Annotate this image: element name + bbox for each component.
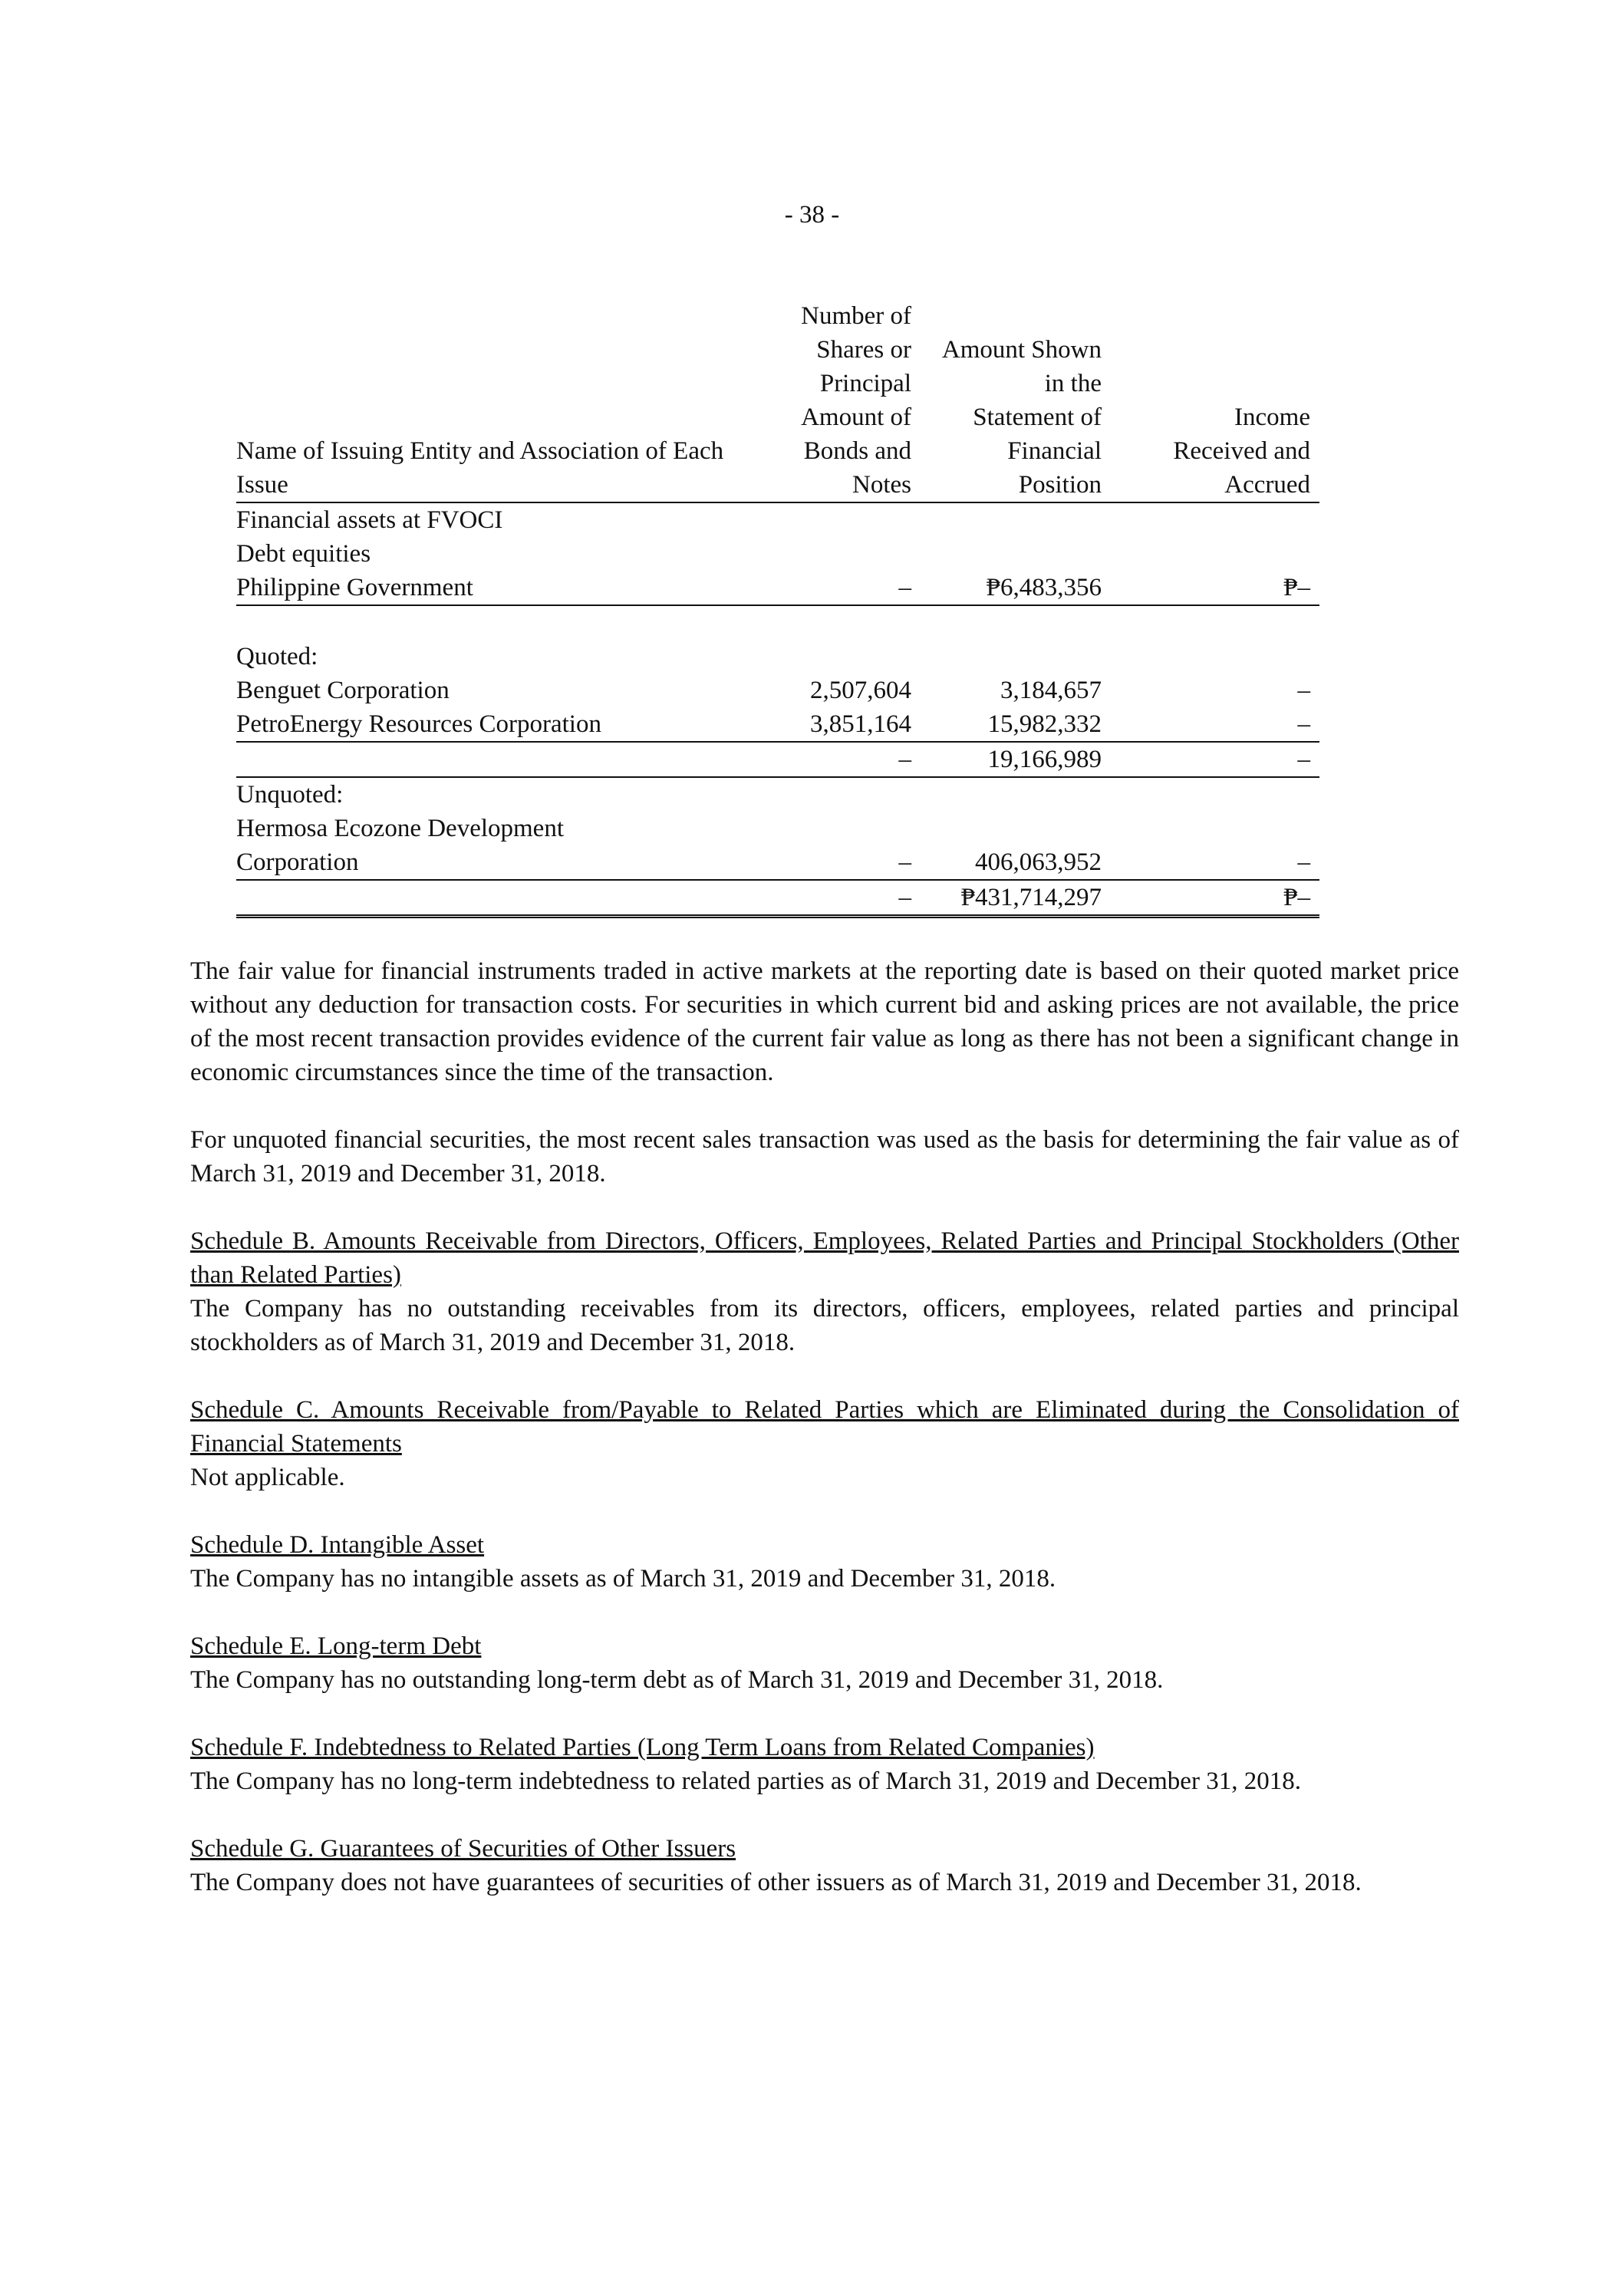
- row-income: ₱–: [1111, 880, 1319, 917]
- schedule-f: [190, 1731, 1459, 1798]
- row-shares: 3,851,164: [752, 707, 921, 742]
- total-blank: [236, 880, 752, 917]
- schedule-c-title: Schedule C. Amounts Receivable from/Payable to Related Parties which are Eliminated during the Consolidation of Financial Statements: [190, 1396, 1459, 1458]
- subtotal-blank: [236, 742, 752, 777]
- table-row-subtotal: [236, 742, 1319, 777]
- body-text: [190, 954, 1459, 1933]
- schedule-f-text: The Company has no long-term indebtedness to related parties as of March 31, 2019 and December 31, 2018.: [190, 1767, 1301, 1795]
- row-amount: 15,982,332: [921, 707, 1111, 742]
- schedule-e-title: Schedule E. Long-term Debt: [190, 1632, 482, 1660]
- schedule-g-title: Schedule G. Guarantees of Securities of Other Issuers: [190, 1835, 736, 1863]
- table-row: [236, 777, 1319, 812]
- table-row: [236, 812, 1319, 845]
- table-row: [236, 640, 1319, 674]
- row-income: –: [1111, 707, 1319, 742]
- table-row-total: [236, 880, 1319, 917]
- header-amount-shown: Amount Shown in the Statement of Financial Position: [921, 299, 1111, 502]
- table-header-row: [236, 299, 1319, 502]
- row-amount: 3,184,657: [1000, 677, 1102, 704]
- unquoted-label: Unquoted:: [236, 781, 344, 809]
- table-row: [236, 571, 1319, 605]
- row-name-benguet: Benguet Corporation: [236, 677, 450, 704]
- row-income: –: [1111, 742, 1319, 777]
- row-amount: 406,063,952: [921, 845, 1111, 880]
- row-income: ₱–: [1111, 571, 1319, 605]
- financial-assets-table: [236, 299, 1319, 918]
- table-row: [236, 674, 1319, 707]
- schedule-d: [190, 1528, 1459, 1596]
- row-amount: ₱431,714,297: [921, 880, 1111, 917]
- row-shares: –: [752, 845, 921, 880]
- fair-value-paragraph: The fair value for financial instruments traded in active markets at the reporting date is based on their quoted market price without any deduction for transaction costs. For securities in which current bid and asking prices are not available, the price of the most recent transaction provides evidence of the current fair value as long as there has not been a significant change in economic circumstances since the time of the transaction.: [190, 957, 1459, 1086]
- row-name-hermosa-line2: Corporation: [236, 845, 752, 880]
- header-issuing-entity: Name of Issuing Entity and Association of Each Issue: [236, 299, 752, 502]
- schedule-e: [190, 1629, 1459, 1697]
- row-name-hermosa-line1: Hermosa Ecozone Development: [236, 815, 565, 842]
- schedule-g-text: The Company does not have guarantees of securities of other issuers as of March 31, 2019 and December 31, 2018.: [190, 1869, 1362, 1896]
- table-row: [236, 502, 1319, 537]
- schedule-b: [190, 1224, 1459, 1359]
- header-income-received: Income Received and Accrued: [1111, 299, 1319, 502]
- schedule-d-title: Schedule D. Intangible Asset: [190, 1531, 485, 1559]
- row-income: –: [1297, 677, 1310, 704]
- table-spacer: [236, 605, 1319, 640]
- row-shares: –: [752, 571, 921, 605]
- quoted-label: Quoted:: [236, 643, 318, 670]
- schedule-f-title: Schedule F. Indebtedness to Related Parties (Long Term Loans from Related Companies): [190, 1734, 1095, 1761]
- page-number: - 38 -: [784, 201, 840, 229]
- section-title: Financial assets at FVOCI: [236, 506, 503, 534]
- schedule-c: [190, 1393, 1459, 1494]
- header-shares-principal: Number of Shares or Principal Amount of Bonds and Notes: [752, 299, 921, 502]
- row-income: –: [1111, 845, 1319, 880]
- unquoted-paragraph: For unquoted financial securities, the most recent sales transaction was used as the basis for determining the fair value as of March 31, 2019 and December 31, 2018.: [190, 1126, 1459, 1188]
- schedule-d-text: The Company has no intangible assets as of March 31, 2019 and December 31, 2018.: [190, 1565, 1056, 1593]
- schedule-g: [190, 1832, 1459, 1899]
- table-row: [236, 537, 1319, 571]
- schedule-b-title: Schedule B. Amounts Receivable from Directors, Officers, Employees, Related Parties and Principal Stockholders (Other than Related Parties): [190, 1227, 1459, 1289]
- table-row: [236, 845, 1319, 880]
- row-shares: 2,507,604: [810, 677, 911, 704]
- row-name-petroenergy: PetroEnergy Resources Corporation: [236, 707, 752, 742]
- row-amount: 19,166,989: [921, 742, 1111, 777]
- row-shares: –: [752, 742, 921, 777]
- schedule-b-text: The Company has no outstanding receivables from its directors, officers, employees, related parties and principal stockholders as of March 31, 2019 and December 31, 2018.: [190, 1295, 1459, 1356]
- schedule-e-text: The Company has no outstanding long-term debt as of March 31, 2019 and December 31, 2018.: [190, 1666, 1164, 1694]
- table-row: [236, 707, 1319, 742]
- schedule-c-text: Not applicable.: [190, 1464, 345, 1491]
- row-amount: ₱6,483,356: [921, 571, 1111, 605]
- row-name-philippine-government: Philippine Government: [236, 571, 752, 605]
- debt-equities-label: Debt equities: [236, 540, 371, 568]
- row-shares: –: [752, 880, 921, 917]
